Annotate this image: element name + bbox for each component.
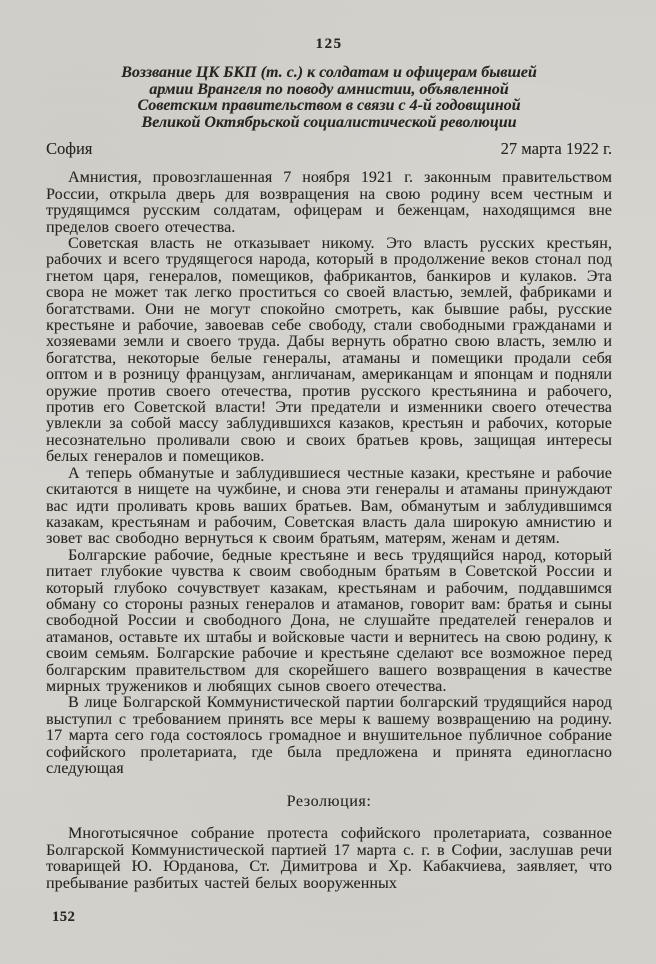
- title-line-1: Воззвание ЦК БКП (т. с.) к солдатам и офицерам бывшей: [121, 64, 537, 81]
- paragraph-soviet-power: Советская власть не отказывает никому. Это власть русских крестьян, рабочих и всего трудящегося народа, который в продолжение веков стонал под гнетом царя, генералов, помещиков, фабрикантов, банкиров и кулаков. Эта свора не может так легко проститься со своей властью, землей, фабриками и богатствами. Они не могут спокойно смотреть, как бывшие рабы, русские крестьяне и рабочие, завоевав себе свободу, стали свободными гражданами и хозяевами земли и своего труда. Дабы вернуть обратно свою власть, землю и богатства, некоторые белые генералы, атаманы и помещики продали себя оптом и в розницу французам, англичанам, американцам и японцам и подняли оружие против своего отечества, против русского крестьянина и рабочего, против его Советской власти! Эти предатели и изменники своего отечества увлекли за собой массу заблудившихся казаков, крестьян и рабочих, которые несознательно проливали свою и своих братьев кровь, защищая интересы белых генералов и помещиков.: [46, 235, 612, 466]
- dateline-place: София: [46, 139, 93, 159]
- title-line-2: армии Врангеля по поводу амнистии, объявленной: [149, 80, 509, 98]
- page-number-top: 125: [315, 36, 343, 52]
- page-number-bottom: 152: [52, 909, 76, 925]
- dateline-date: 27 марта 1922 г.: [500, 139, 612, 159]
- dateline: [46, 139, 612, 159]
- title-line-3: Советским правительством в связи с 4-й годовщиной: [137, 97, 521, 115]
- title-line-4: Великой Октябрьской социалистической революции: [141, 113, 517, 131]
- resolution-heading: Резолюция:: [286, 793, 372, 811]
- paragraph-resolution: Многотысячное собрание протеста софийского пролетариата, созванное Болгарской Коммунистической партией 17 марта с. г. в Софии, заслушав речи товарищей Ю. Юрданова, Ст. Димитрова и Хр. Кабакчиева, заявляет, что пребывание разбитых частей белых вооруженных: [46, 825, 612, 892]
- paragraph-amnesty: Амнистия, провозглашенная 7 ноября 1921 г. законным правительством России, открыла дверь для возвращения на свою родину всем честным и трудящимся русским солдатам, офицерам и беженцам, находящимся вне пределов своего отечества.: [46, 169, 612, 236]
- text-column: [46, 36, 612, 892]
- paragraph-deceived-cossacks: А теперь обманутые и заблудившиеся честные казаки, крестьяне и рабочие скитаются в нищете на чужбине, и снова эти генералы и атаманы принуждают вас идти проливать кровь ваших братьев. Вам, обманутым и заблудившимся казакам, крестьянам и рабочим, Советская власть дала широкую амнистию и зовет вас свободно вернуться к своим братьям, матерям, женам и детям.: [46, 464, 612, 548]
- paragraph-bulgarian-workers: Болгарские рабочие, бедные крестьяне и весь трудящийся народ, который питает глубокие чувства к своим свободным братьям в Советской России и который глубоко сочувствует казакам, крестьянам и рабочим, поддавшимся обману со стороны разных генералов и атаманов, говорит вам: братья и сыны свободной России и свободного Дона, не слушайте предателей генералов и атаманов, оставьте их штабы и войсковые части и вернитесь на свою родину, к своим семьям. Болгарские рабочие и крестьяне сделают все возможное перед болгарским правительством для скорейшего вашего возвращения в качестве мирных тружеников и любящих сынов своего отечества.: [46, 546, 612, 695]
- document-body: [46, 170, 612, 892]
- document-title: [56, 65, 602, 131]
- paragraph-bkp-demand: В лице Болгарской Коммунистической партии болгарский трудящийся народ выступил с требованием принять все меры к вашему возвращению на родину. 17 марта сего года состоялось громадное и внушительное публичное собрание софийского пролетариата, где была предложена и принята единогласно следующая: [46, 694, 612, 777]
